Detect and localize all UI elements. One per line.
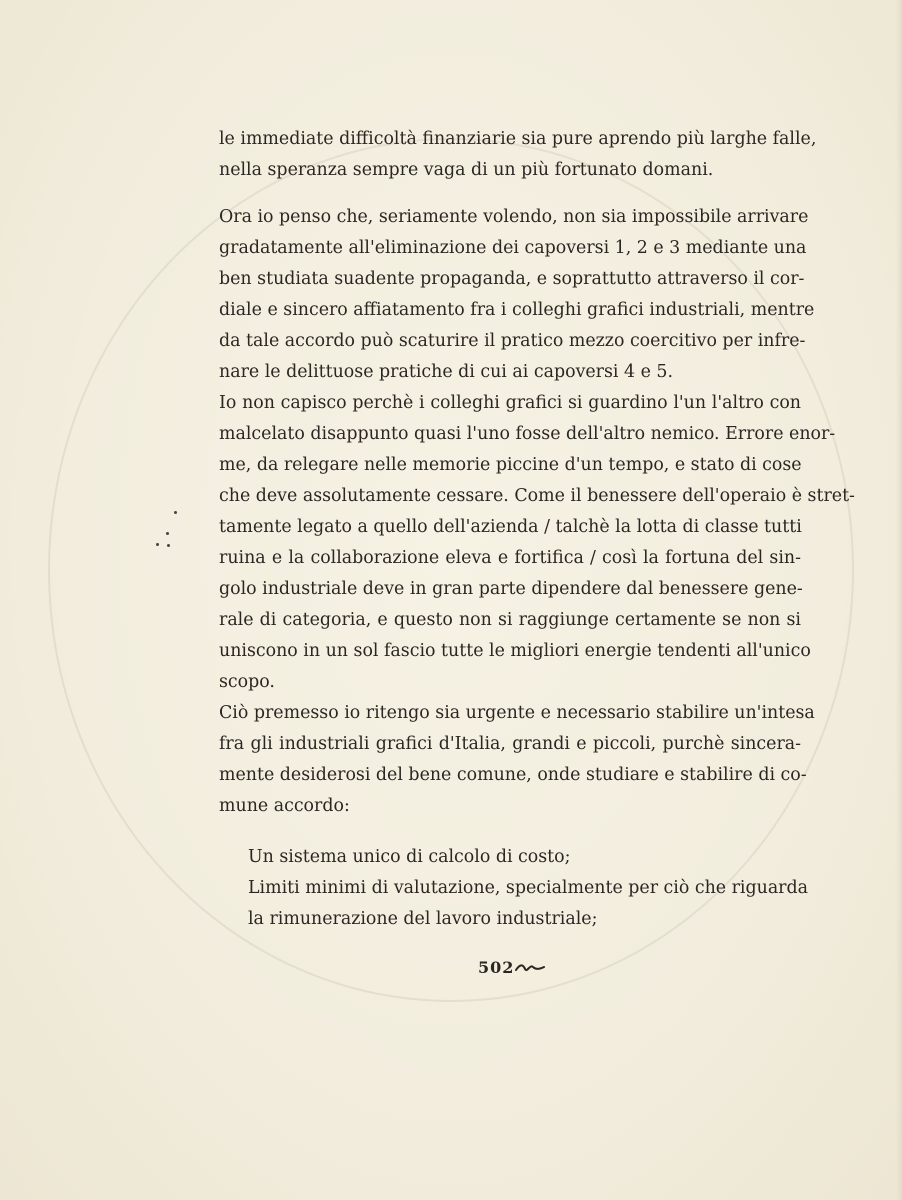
text-line: golo industriale deve in gran parte dipendere dal benessere gene-: [219, 579, 803, 599]
page-edge-shadow: [896, 0, 902, 1200]
text-line: gradatamente all'eliminazione dei capoversi 1, 2 e 3 mediante una: [219, 238, 807, 258]
text-line: le immediate difficoltà finanziarie sia pure aprendo più larghe falle,: [219, 129, 817, 149]
text-line: scopo.: [219, 672, 275, 692]
margin-dot: [166, 532, 169, 535]
margin-dot: [167, 544, 170, 547]
text-line: Ciò premesso io ritengo sia urgente e necessario stabilire un'intesa: [219, 703, 815, 723]
text-line: fra gli industriali grafici d'Italia, grandi e piccoli, purchè sincera-: [219, 734, 801, 754]
body-text: [219, 124, 855, 822]
text-line: mune accordo:: [219, 796, 350, 816]
text-line: malcelato disappunto quasi l'uno fosse dell'altro nemico. Errore enor-: [219, 424, 836, 444]
flourish-ornament-icon: [515, 961, 545, 975]
text-line: Ora io penso che, seriamente volendo, non sia impossibile arrivare: [219, 207, 809, 227]
text-line: ben studiata suadente propaganda, e soprattutto attraverso il cor-: [219, 269, 805, 289]
text-line: Io non capisco perchè i colleghi grafici si guardino l'un l'altro con: [219, 393, 801, 413]
page-number: 502: [478, 958, 515, 977]
text-line: che deve assolutamente cessare. Come il benessere dell'operaio è stret-: [219, 486, 855, 506]
text-line: mente desiderosi del bene comune, onde studiare e stabilire di co-: [219, 765, 807, 785]
text-line: tamente legato a quello dell'azienda / talchè la lotta di classe tutti: [219, 517, 802, 537]
text-line: me, da relegare nelle memorie piccine d'un tempo, e stato di cose: [219, 455, 802, 475]
list-item: Limiti minimi di valutazione, specialmente per ciò che riguarda: [248, 878, 808, 898]
text-line: ruina e la collaborazione eleva e fortifica / così la fortuna del sin-: [219, 548, 801, 568]
text-line: nare le delittuose pratiche di cui ai capoversi 4 e 5.: [219, 362, 674, 382]
text-line: da tale accordo può scaturire il pratico mezzo coercitivo per infre-: [219, 331, 806, 351]
list-block: [248, 842, 808, 935]
text-line: uniscono in un sol fascio tutte le migliori energie tendenti all'unico: [219, 641, 811, 661]
text-line: nella speranza sempre vaga di un più fortunato domani.: [219, 160, 714, 180]
margin-dot: [174, 511, 177, 514]
list-item: la rimunerazione del lavoro industriale;: [248, 909, 598, 929]
text-line: diale e sincero affiatamento fra i colleghi grafici industriali, mentre: [219, 300, 815, 320]
text-line: rale di categoria, e questo non si raggiunge certamente se non si: [219, 610, 801, 630]
margin-dot: [156, 543, 159, 546]
list-item: Un sistema unico di calcolo di costo;: [248, 847, 571, 867]
